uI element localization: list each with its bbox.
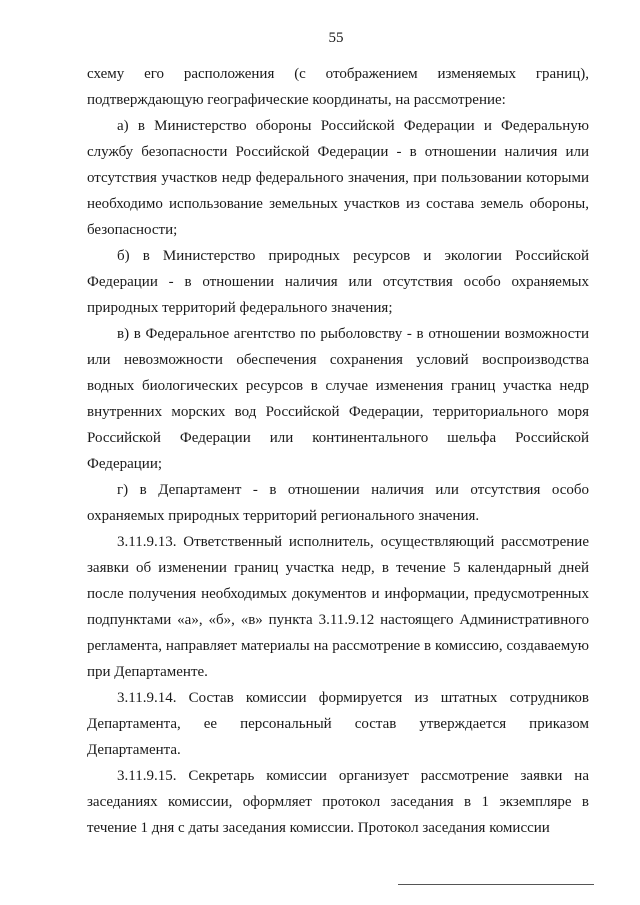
paragraph-item-a: а) в Министерство обороны Российской Федерации и Федеральную службу безопасности Российской Федерации - в отношении наличия или отсутствия участков недр федерального значения, при пользовании которыми необходимо использование земельных участков из состава земель обороны, безопасности; (87, 118, 589, 238)
page-number: 55 (328, 30, 344, 46)
paragraph-item-g: г) в Департамент - в отношении наличия или отсутствия особо охраняемых природных территорий регионального значения. (87, 482, 589, 524)
paragraph-item-v: в) в Федеральное агентство по рыболовству - в отношении возможности или невозможности обеспечения сохранения условий воспроизводства водных биологических ресурсов в случае изменения границ участка недр внутренних морских вод Российской Федерации, территориального моря Российской Федерации или континентального шельфа Российской Федерации; (87, 326, 589, 472)
document-body (87, 61, 589, 841)
footer-divider (398, 884, 594, 885)
paragraph-clause-3-11-9-13: 3.11.9.13. Ответственный исполнитель, осуществляющий рассмотрение заявки об изменении границ участка недр, в течение 5 календарный дней после получения необходимых документов и информации, предусмотренных подпунктами «а», «б», «в» пункта 3.11.9.12 настоящего Административного регламента, направляет материалы на рассмотрение в комиссию, создаваемую при Департаменте. (87, 534, 589, 680)
paragraph-continuation: схему его расположения (с отображением изменяемых границ), подтверждающую географические координаты, на рассмотрение: (87, 66, 589, 108)
paragraph-clause-3-11-9-15: 3.11.9.15. Секретарь комиссии организует рассмотрение заявки на заседаниях комиссии, оформляет протокол заседания в 1 экземпляре в течение 1 дня с даты заседания комиссии. Протокол заседания комиссии (87, 768, 589, 836)
paragraph-clause-3-11-9-14: 3.11.9.14. Состав комиссии формируется из штатных сотрудников Департамента, ее персональный состав утверждается приказом Департамента. (87, 690, 589, 758)
paragraph-item-b: б) в Министерство природных ресурсов и экологии Российской Федерации - в отношении наличия или отсутствия особо охраняемых природных территорий федерального значения; (87, 248, 589, 316)
